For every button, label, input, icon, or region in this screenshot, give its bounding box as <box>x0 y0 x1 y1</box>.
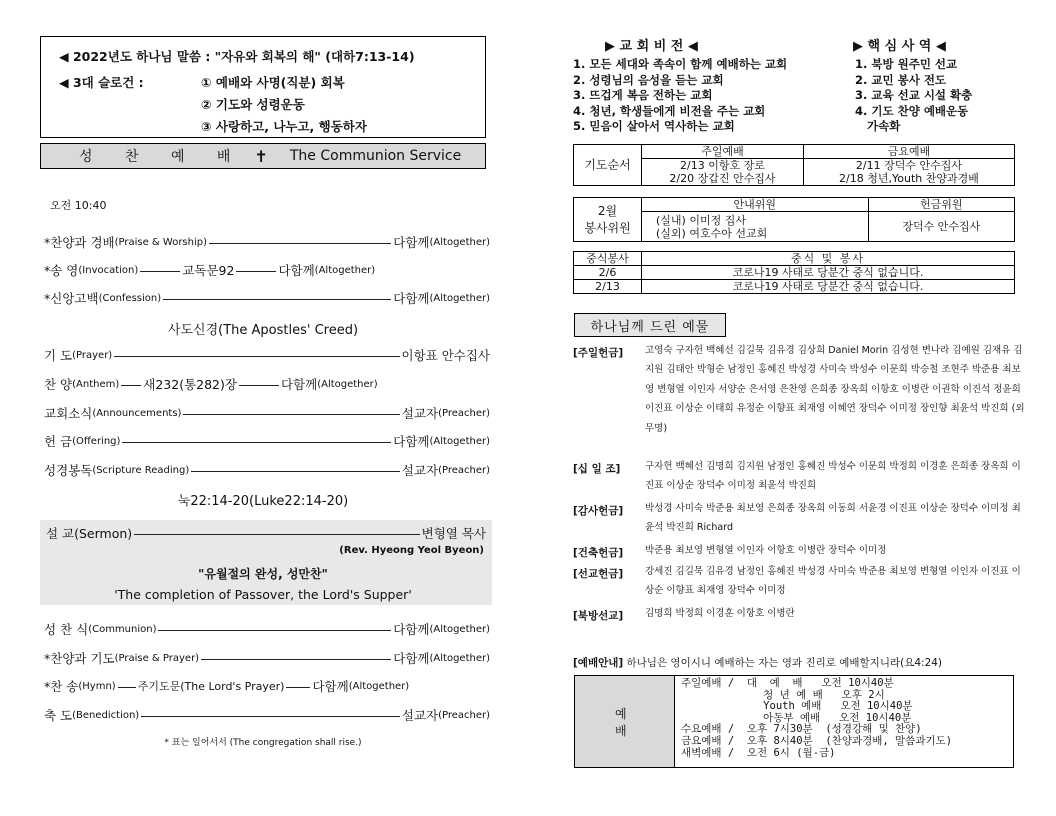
lunch-text: 코로나19 사태로 당분간 중식 없습니다. <box>642 280 1015 294</box>
friday-label: 금요예배 <box>803 145 1014 159</box>
order-who: 설교자 <box>401 406 439 421</box>
sermon-line <box>46 523 486 543</box>
sermon-preacher-en: (Rev. Hyeong Yeol Byeon) <box>339 545 484 556</box>
order-who: 설교자 <box>401 708 439 723</box>
offering-names: 강세진 김길묵 김유경 남정인 홍혜진 박성경 사미숙 박준용 최보영 변형열 이인자 이진표 이상순 이향표 최재영 장덕수 이미정 <box>645 566 1021 597</box>
order-who-en: (Altogether) <box>429 623 490 635</box>
lunch-date: 2/6 <box>574 266 642 280</box>
serve-committee-label: 봉사위원 <box>584 220 631 235</box>
ministry-item: 1. 북방 원주민 선교 <box>855 57 958 71</box>
order-en: (Scripture Reading) <box>92 464 190 476</box>
order-item <box>44 232 490 252</box>
offering-category: [건축헌금] <box>573 547 624 559</box>
order-who: 다함께 <box>393 434 430 449</box>
order-en: (Praise & Prayer) <box>114 652 200 664</box>
order-en: (Confession) <box>98 292 162 304</box>
order-item <box>44 260 490 280</box>
order-ko: 찬 양 <box>44 377 73 392</box>
order-who-en: (Altogether) <box>429 236 490 248</box>
worship-times-label: 예 배 <box>575 676 675 767</box>
ministry-item: 2. 교민 봉사 전도 <box>855 72 947 87</box>
order-who: 이항표 안수집사 <box>401 348 490 363</box>
scripture: 눅22:14-20(Luke22:14-20) <box>177 494 349 509</box>
offering-members: 장덕수 안수집사 <box>868 212 1014 242</box>
order-ko: 헌 금 <box>44 434 73 449</box>
ministry-item: 가속화 <box>855 119 901 134</box>
order-who-en: (Preacher) <box>438 709 490 721</box>
order-en: (Announcements) <box>92 407 182 419</box>
sunday-prayer: 2/20 장갑진 안수집사 <box>642 172 804 186</box>
order-who: 다함께 <box>312 679 349 694</box>
order-who: 다함께 <box>393 651 430 666</box>
slogan-1: ① 예배와 사명(직분) 회복 <box>201 75 345 90</box>
creed: 사도신경(The Apostles' Creed) <box>167 323 359 338</box>
serve-label <box>574 198 642 242</box>
service-title <box>40 143 486 169</box>
order-item <box>44 648 490 668</box>
service-title-ko: 성 찬 예 배 <box>79 149 245 165</box>
order-ko: 축 도 <box>44 708 73 723</box>
vision-title: ▶ 교 회 비 전 ◀ <box>605 39 698 54</box>
theme-box <box>40 36 486 138</box>
order-ko: *송 영 <box>44 263 79 278</box>
ministry-item: 4. 기도 찬양 예배운동 <box>855 103 969 118</box>
order-ko: 성경봉독 <box>44 463 93 478</box>
stand-note: * 표는 일어서서 (The congregation shall rise.) <box>164 738 362 748</box>
offering-category: [감사헌금] <box>573 505 624 517</box>
order-who: 다함께 <box>278 263 315 278</box>
order-ko: 기 도 <box>44 348 73 363</box>
order-ko: 성 찬 식 <box>44 622 89 637</box>
order-item <box>44 460 490 480</box>
order-en: (Benediction) <box>72 709 140 721</box>
vision-item: 2. 성령님의 음성을 듣는 교회 <box>573 72 724 87</box>
order-item <box>44 619 490 639</box>
order-who-en: (Altogether) <box>348 680 410 692</box>
worship-guide-label: [예배안내] <box>573 657 624 669</box>
order-who: 설교자 <box>401 463 439 478</box>
order-en: (Offering) <box>72 435 121 447</box>
lunch-text: 코로나19 사태로 당분간 중식 없습니다. <box>642 266 1015 280</box>
friday-prayer: 2/11 장덕수 안수집사 <box>803 159 1014 173</box>
guide-member: (실외) 여호수아 선교회 <box>656 226 768 240</box>
lunch-table <box>573 251 1015 294</box>
order-ko: *신앙고백 <box>44 291 99 306</box>
order-who: 다함께 <box>280 377 318 392</box>
lunch-label: 중식봉사 <box>574 252 642 266</box>
order-item <box>44 403 490 423</box>
offering-category: [주일헌금] <box>573 347 624 359</box>
friday-prayer: 2/18 청년,Youth 찬양과경배 <box>803 172 1014 186</box>
guide-label: 안내위원 <box>642 198 869 212</box>
year-theme: ◀ 2022년도 하나님 말씀 : "자유와 회복의 해" (대하7:13-14) <box>59 49 415 64</box>
order-en: (Invocation) <box>78 264 139 276</box>
offering-committee-label: 헌금위원 <box>868 198 1014 212</box>
offerings-title: 하나님께 드린 예물 <box>574 313 726 337</box>
slogan-2: ② 기도와 성령운동 <box>201 97 305 112</box>
sermon-title-ko: "유월절의 완성, 성만찬" <box>198 567 328 581</box>
cross-icon: ✝ <box>254 146 268 166</box>
offering-names: 구자헌 백혜선 김명희 김지원 남정인 홍혜진 박성수 이문희 박정희 이경훈 은희종 장옥희 이진표 이상순 장덕수 이미정 최윤석 박진희 <box>645 461 1021 492</box>
vision-item: 3. 뜨겁게 복음 전하는 교회 <box>573 88 713 103</box>
order-who-en: (Preacher) <box>438 407 490 419</box>
worship-guide-verse: 하나님은 영이시니 예배하는 자는 영과 진리로 예배할지니라(요4:24) <box>626 657 943 669</box>
sermon-block <box>40 520 492 605</box>
order-en: (Praise & Worship) <box>114 236 208 248</box>
sermon-label: 설 교(Sermon) <box>46 526 133 541</box>
worship-times-table <box>574 675 1014 768</box>
ministry-list <box>855 57 972 135</box>
vision-item: 1. 모든 세대와 족속이 함께 예배하는 교회 <box>573 57 788 71</box>
order-en: (Anthem) <box>72 378 120 390</box>
order-who: 다함께 <box>393 291 430 306</box>
vision-item: 5. 믿음이 살아서 역사하는 교회 <box>573 119 735 134</box>
vision-item: 4. 청년, 학생들에게 비전을 주는 교회 <box>573 103 766 118</box>
order-item <box>44 345 490 365</box>
worship-guide-note <box>573 655 942 670</box>
order-who-en: (Altogether) <box>429 652 490 664</box>
vision-list <box>573 57 787 135</box>
order-item <box>44 374 490 394</box>
offering-names: 김명희 박정희 이경훈 이항호 이병란 <box>645 608 795 619</box>
order-ko: *찬양과 경배 <box>44 235 115 250</box>
month-label: 2월 <box>597 203 618 218</box>
order-item <box>44 288 490 308</box>
order-who-en: (Altogether) <box>429 435 490 447</box>
service-time: 오전 10:40 <box>50 199 107 212</box>
ministry-title: ▶ 핵 심 사 역 ◀ <box>853 39 946 54</box>
offering-names: 고영숙 구자헌 백혜선 김길묵 김유경 김상희 Daniel Morin 김성현 변나라 김예원 김재유 김지원 김태안 박형순 남정인 홍혜진 박성경 사미숙 박성수 이문희 박승철 조현주 박준용 최보영 변형열 이인자 서양순 은서영 은찬영 은희종 장옥희 이항호 이병란 이권학 이진석 정윤희 이진표 이상순 이태희 유정순 이향표 최재영 이혜연 장덕수 이미정 장인향 최윤석 박진희 (외 무명) <box>645 345 1025 434</box>
slogan-label: ◀ 3대 슬로건 : <box>59 75 144 90</box>
order-item <box>44 676 490 696</box>
sermon-preacher: 변형열 목사 <box>421 526 486 541</box>
order-en: (Prayer) <box>72 349 113 361</box>
offering-category: [북방선교] <box>573 610 624 622</box>
order-who-en: (Altogether) <box>429 292 490 304</box>
order-mid: 새232(통282)장 <box>143 377 237 392</box>
sermon-title-en: 'The completion of Passover, the Lord's Supper' <box>114 587 412 602</box>
prayer-schedule-table <box>573 144 1015 186</box>
sunday-label: 주일예배 <box>642 145 804 159</box>
offering-category: [십 일 조] <box>573 463 621 475</box>
offering-category: [선교헌금] <box>573 568 624 580</box>
order-item <box>44 705 490 725</box>
order-who-en: (Preacher) <box>438 464 490 476</box>
service-title-en: The Communion Service <box>289 148 462 164</box>
order-mid: 주기도문(The Lord's Prayer) <box>137 680 285 693</box>
order-en: (Hymn) <box>78 680 116 692</box>
order-ko: 교회소식 <box>44 406 93 421</box>
guide-member: (실내) 이미정 집사 <box>656 213 746 227</box>
offering-names: 박준용 최보영 변형열 이인자 이항호 이병란 장덕수 이미정 <box>645 545 887 556</box>
order-who-en: (Altogether) <box>314 264 376 276</box>
order-who-en: (Altogether) <box>317 378 378 390</box>
order-who: 다함께 <box>393 235 430 250</box>
worship-times: 주일예배 / 대 예 배 오전 10시40분 청 년 예 배 오후 2시 Youth 예배 오전 10시40분 아동부 예배 오전 10시40분 수요예배 / 오후 7시30분 (성경강해 및 찬양) 금요예배 / 오후 8시40분 (찬양과경배, 말씀과기도) 새벽예배 / 오전 6시 (월-금) <box>681 677 953 759</box>
order-item <box>44 431 490 451</box>
order-mid: 교독문92 <box>182 263 235 278</box>
slogan-3: ③ 사랑하고, 나누고, 행동하자 <box>201 119 367 134</box>
guide-members <box>642 212 869 242</box>
offering-names: 박성경 사미숙 박준용 최보영 은희종 장옥희 이동희 서윤경 이진표 이상순 장덕수 이미정 최윤석 박진희 Richard <box>645 503 1021 534</box>
order-en: (Communion) <box>88 623 157 635</box>
lunch-date: 2/13 <box>574 280 642 294</box>
order-ko: *찬양과 기도 <box>44 651 115 666</box>
sunday-prayer: 2/13 이항호 장로 <box>642 159 804 173</box>
prayer-label: 기도순서 <box>574 145 642 186</box>
order-ko: *찬 송 <box>44 679 79 694</box>
service-team-table <box>573 197 1015 242</box>
ministry-item: 3. 교육 선교 시설 확충 <box>855 88 973 103</box>
lunch-head: 중식 및 봉사 <box>642 252 1015 266</box>
order-who: 다함께 <box>393 622 430 637</box>
